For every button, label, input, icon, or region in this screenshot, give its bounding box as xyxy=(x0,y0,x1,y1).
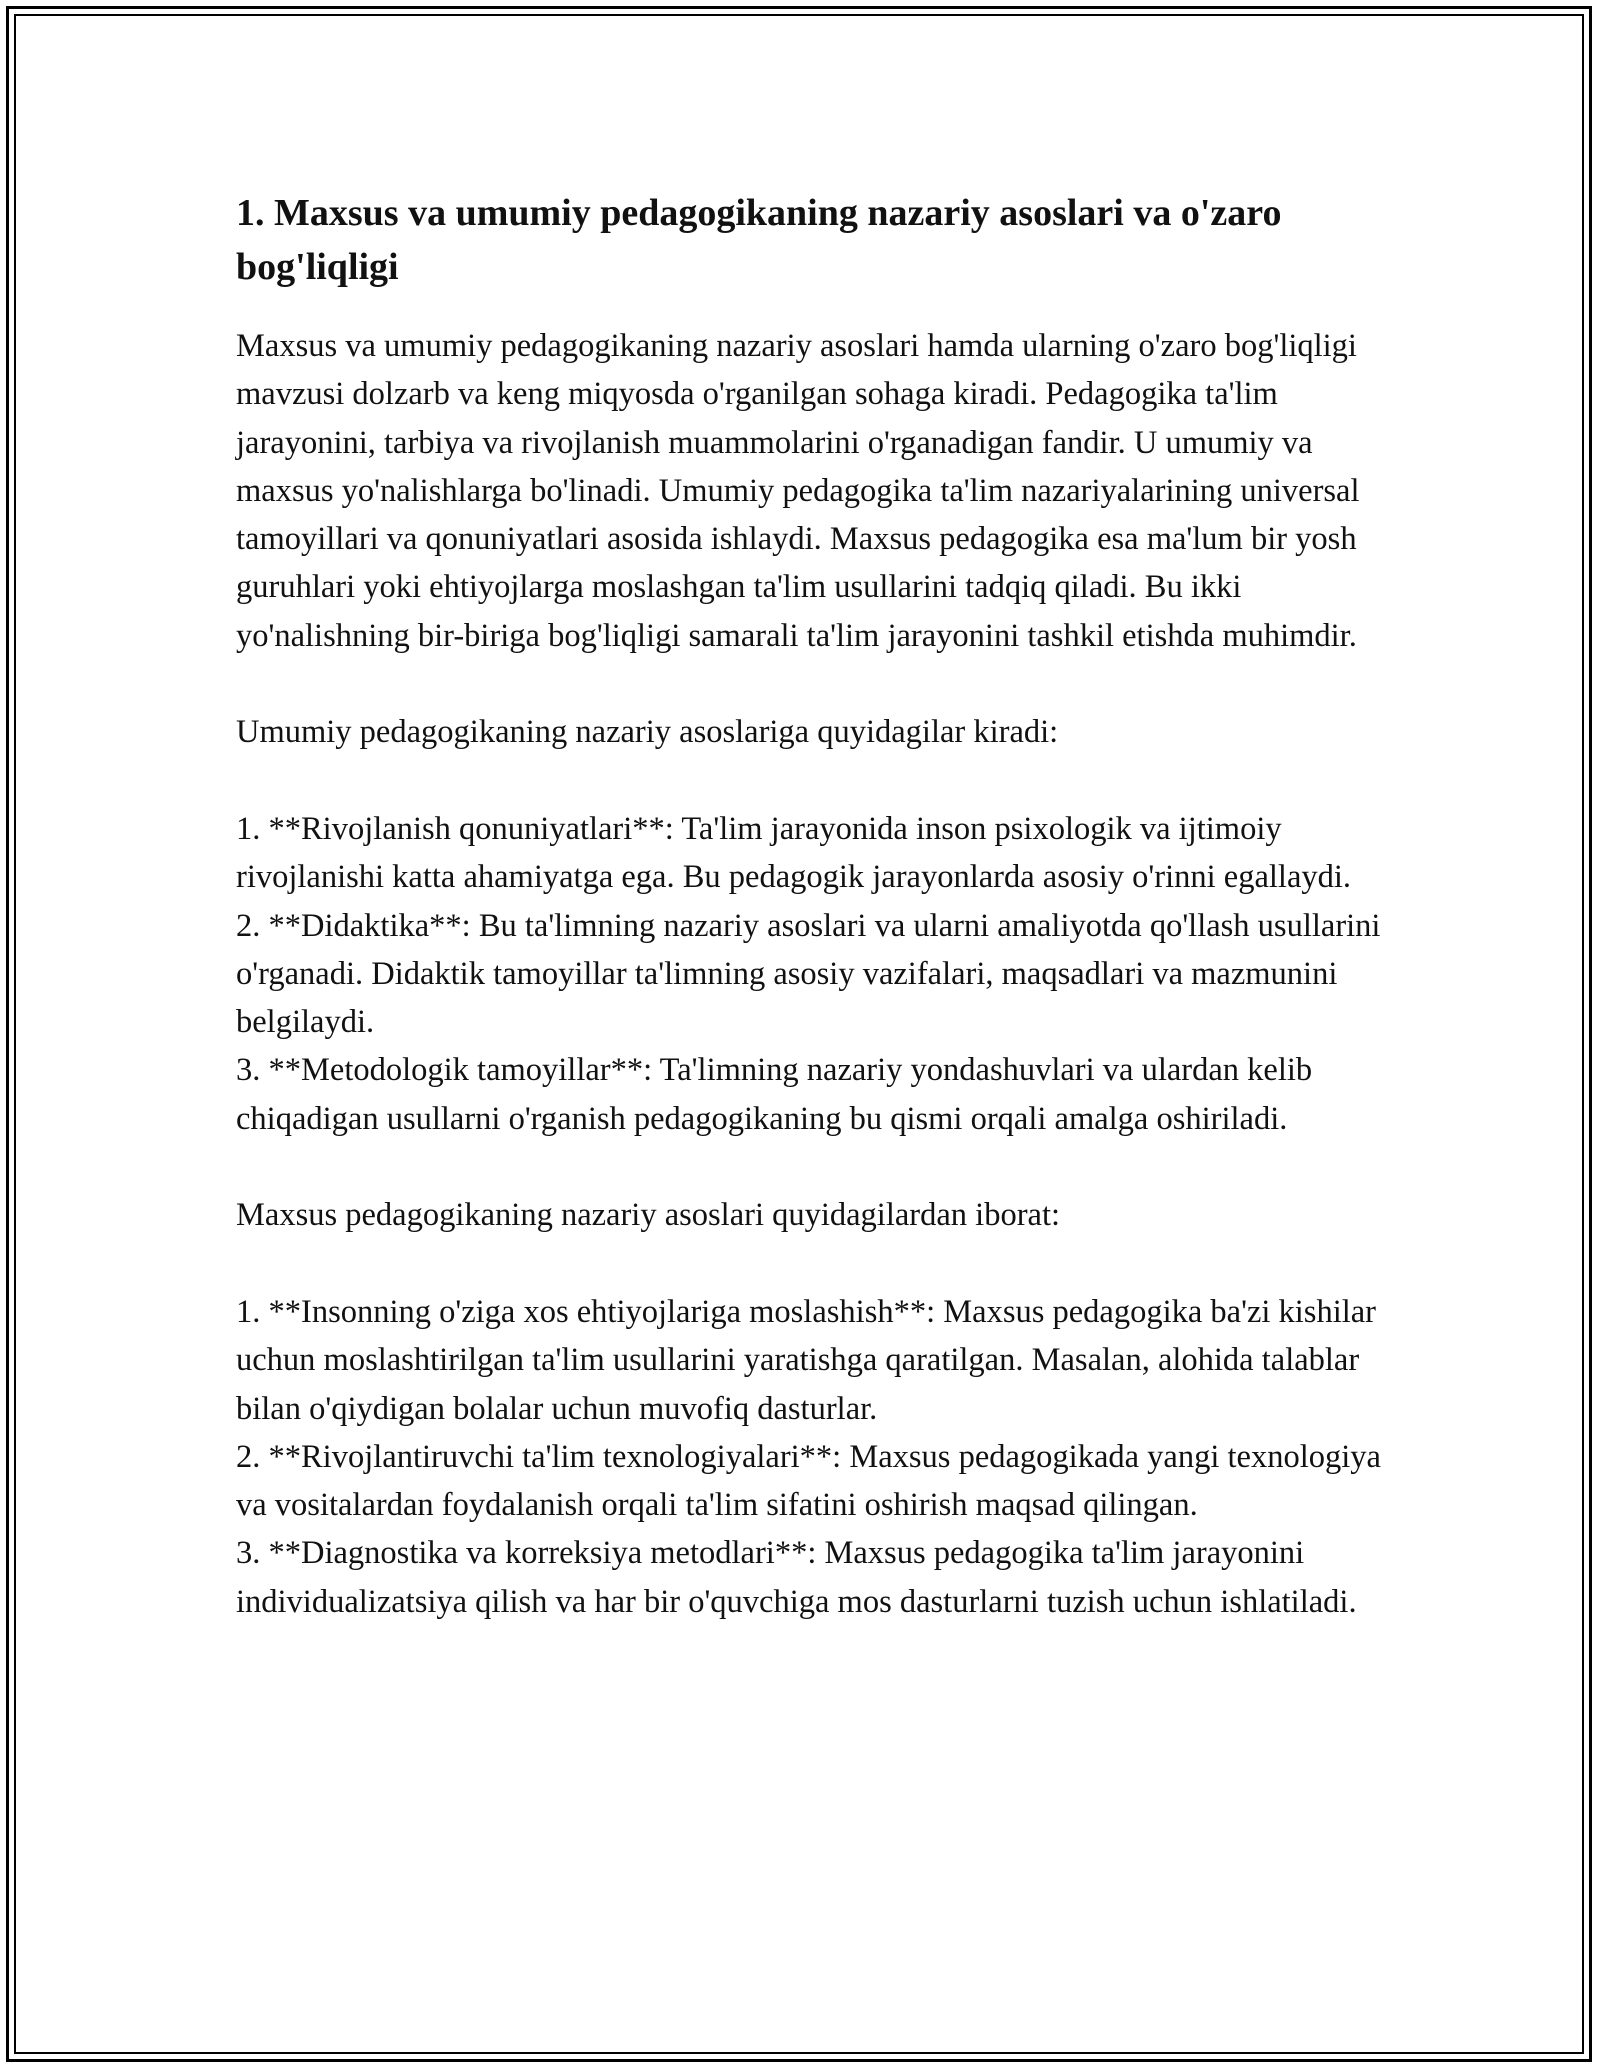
spacer xyxy=(236,1240,1386,1288)
special-item-1: 1. **Insonning o'ziga xos ehtiyojlariga moslashish**: Maxsus pedagogika ba'zi kishilar uchun moslashtirilgan ta'lim usullarini yaratishga qaratilgan. Masalan, alohida talablar bilan o'qiydigan bolalar uchun muvofiq dasturlar. xyxy=(236,1293,1377,1427)
spacer xyxy=(236,660,1386,708)
special-heading: Maxsus pedagogikaning nazariy asoslari quyidagilardan iborat: xyxy=(236,1197,1061,1234)
special-item-3: 3. **Diagnostika va korreksiya metodlari**: Maxsus pedagogika ta'lim jarayonini individualizatsiya qilish va har bir o'quvchiga mos dasturlarni tuzish uchun ishlatiladi. xyxy=(236,1535,1357,1620)
general-item-2: 2. **Didaktika**: Bu ta'limning nazariy asoslari va ularni amaliyotda qo'llash usullarini o'rganadi. Didaktik tamoyillar ta'limning asosiy vazifalari, maqsadlari va mazmunini belgilaydi. xyxy=(236,907,1381,1041)
spacer xyxy=(236,1143,1386,1191)
spacer xyxy=(236,757,1386,805)
document-body xyxy=(236,186,1386,1626)
intro-paragraph: Maxsus va umumiy pedagogikaning nazariy asoslari hamda ularning o'zaro bog'liqligi mavzusi dolzarb va keng miqyosda o'rganilgan sohaga kiradi. Pedagogika ta'lim jarayonini, tarbiya va rivojlanish muammolarini o'rganadigan fandir. U umumiy va maxsus yo'nalishlarga bo'linadi. Umumiy pedagogika ta'lim nazariyalarining universal tamoyillari va qonuniyatlari asosida ishlaydi. Maxsus pedagogika esa ma'lum bir yosh guruhlari yoki ehtiyojlarga moslashgan ta'lim usullarini tadqiq qiladi. Bu ikki yo'nalishning bir-biriga bog'liqligi samarali ta'lim jarayonini tashkil etishda muhimdir. xyxy=(236,328,1360,654)
general-heading: Umumiy pedagogikaning nazariy asoslariga quyidagilar kiradi: xyxy=(236,714,1059,751)
general-item-3: 3. **Metodologik tamoyillar**: Ta'limning nazariy yondashuvlari va ulardan kelib chiqadigan usullarni o'rganish pedagogikaning bu qismi orqali amalga oshiriladi. xyxy=(236,1052,1313,1137)
special-item-2: 2. **Rivojlantiruvchi ta'lim texnologiyalari**: Maxsus pedagogikada yangi texnologiya va vositalardan foydalanish orqali ta'lim sifatini oshirish maqsad qilingan. xyxy=(236,1438,1381,1524)
general-item-1: 1. **Rivojlanish qonuniyatlari**: Ta'lim jarayonida inson psixologik va ijtimoiy rivojlanishi katta ahamiyatga ega. Bu pedagogik jarayonlarda asosiy o'rinni egallaydi. xyxy=(236,810,1352,896)
section-title: 1. Maxsus va umumiy pedagogikaning nazariy asoslari va o'zaro bog'liqligi xyxy=(236,192,1282,288)
